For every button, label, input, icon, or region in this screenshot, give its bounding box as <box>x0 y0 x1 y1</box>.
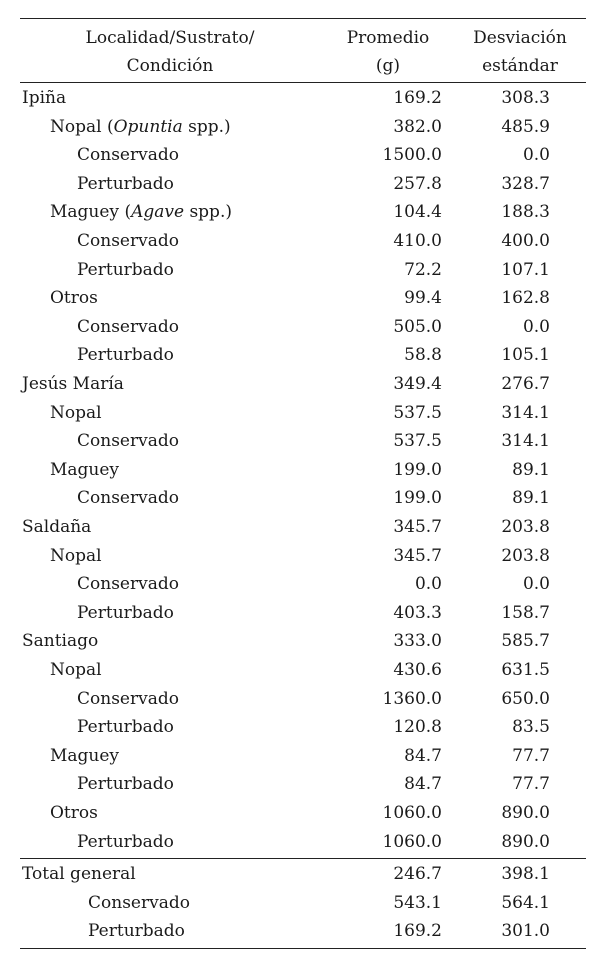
table-row <box>20 542 586 571</box>
table-row <box>20 828 586 857</box>
table-row <box>20 599 586 628</box>
row-label: Conservado <box>77 488 179 509</box>
table-row <box>20 656 586 685</box>
row-mean: 84.7 <box>404 745 442 766</box>
row-sd: 631.5 <box>501 660 550 680</box>
row-sd: 0.0 <box>522 316 550 337</box>
row-label: Maguey (Agave spp.) <box>50 202 232 223</box>
header-rule <box>20 82 586 83</box>
header-mean-line2: (g) <box>375 56 401 76</box>
row-sd: 890.0 <box>501 803 550 823</box>
row-sd: 158.7 <box>501 602 550 623</box>
row-sd: 276.7 <box>501 374 550 394</box>
table-row <box>20 685 586 714</box>
row-sd: 203.8 <box>501 517 550 537</box>
table-row <box>20 799 586 828</box>
row-sd: 585.7 <box>501 631 550 652</box>
row-label: Nopal <box>50 660 102 680</box>
row-sd: 105.1 <box>501 345 550 366</box>
row-label: Perturbado <box>77 831 174 852</box>
header-locality-line2: Condición <box>126 56 214 76</box>
table-row <box>20 370 586 399</box>
row-sd: 485.9 <box>501 116 550 137</box>
row-label: Conservado <box>77 574 179 595</box>
total-rule <box>20 858 586 859</box>
table-row <box>20 770 586 799</box>
row-mean: 1060.0 <box>382 803 442 823</box>
row-sd: 564.1 <box>501 892 550 913</box>
row-mean: 537.5 <box>393 431 442 452</box>
row-label: Nopal <box>50 402 102 423</box>
row-mean: 99.4 <box>404 288 442 309</box>
row-mean: 1060.0 <box>382 831 442 852</box>
row-label: Otros <box>50 803 98 823</box>
top-rule <box>20 18 586 19</box>
row-sd: 83.5 <box>512 717 550 738</box>
row-label: Santiago <box>22 631 99 652</box>
row-mean: 58.8 <box>404 345 442 366</box>
row-label: Saldaña <box>22 517 92 537</box>
row-sd: 0.0 <box>522 145 550 166</box>
row-sd: 203.8 <box>501 545 550 566</box>
row-label: Perturbado <box>77 602 174 623</box>
header-mean <box>338 24 438 80</box>
header-mean-line1: Promedio <box>346 28 430 48</box>
row-sd: 77.7 <box>512 774 550 795</box>
row-label: Maguey <box>50 459 120 480</box>
table-row <box>20 513 586 542</box>
row-sd: 77.7 <box>512 745 550 766</box>
row-sd: 890.0 <box>501 831 550 852</box>
row-mean: 72.2 <box>404 259 442 280</box>
row-label: Otros <box>50 288 98 309</box>
table-row <box>20 627 586 656</box>
row-label: Conservado <box>77 316 179 337</box>
row-mean: 84.7 <box>404 774 442 795</box>
header-sd-line1: Desviación <box>473 28 567 48</box>
row-mean: 199.0 <box>393 459 442 480</box>
table-row <box>20 284 586 313</box>
row-label: Perturbado <box>77 259 174 280</box>
row-label: Jesús María <box>22 374 124 394</box>
row-mean: 537.5 <box>393 402 442 423</box>
row-label: Conservado <box>77 145 179 166</box>
table-row <box>20 713 586 742</box>
row-label: Conservado <box>77 231 179 251</box>
row-mean: 1360.0 <box>382 688 442 709</box>
row-mean: 349.4 <box>393 374 442 394</box>
table-row <box>20 227 586 256</box>
row-mean: 104.4 <box>393 202 442 223</box>
row-sd: 308.3 <box>501 88 550 108</box>
row-sd: 89.1 <box>512 488 550 509</box>
row-sd: 188.3 <box>501 202 550 223</box>
row-mean: 345.7 <box>393 517 442 537</box>
table-row <box>20 113 586 142</box>
table-row <box>20 141 586 170</box>
row-label: Nopal <box>50 545 102 566</box>
row-label: Maguey <box>50 745 120 766</box>
row-label: Conservado <box>77 688 179 709</box>
table-row <box>20 456 586 485</box>
table-row <box>20 484 586 513</box>
row-mean: 246.7 <box>393 864 442 885</box>
row-sd: 0.0 <box>522 574 550 595</box>
table-row <box>20 427 586 456</box>
row-sd: 398.1 <box>501 864 550 885</box>
row-sd: 328.7 <box>501 173 550 194</box>
table-row <box>20 860 586 889</box>
row-mean: 345.7 <box>393 545 442 566</box>
row-sd: 162.8 <box>501 288 550 309</box>
row-mean: 0.0 <box>414 574 442 595</box>
bottom-rule <box>20 948 586 949</box>
row-sd: 89.1 <box>512 459 550 480</box>
header-locality-line1: Localidad/Sustrato/ <box>85 28 255 48</box>
row-mean: 169.2 <box>393 921 442 942</box>
row-mean: 257.8 <box>393 173 442 194</box>
table-row <box>20 917 586 946</box>
row-label: Ipiña <box>22 88 67 108</box>
row-label: Conservado <box>77 431 179 452</box>
table-row <box>20 170 586 199</box>
row-sd: 650.0 <box>501 688 550 709</box>
row-sd: 301.0 <box>501 921 550 942</box>
header-sd <box>460 24 580 80</box>
row-label: Perturbado <box>77 774 174 795</box>
row-mean: 410.0 <box>393 231 442 251</box>
row-mean: 505.0 <box>393 316 442 337</box>
row-label: Perturbado <box>88 921 185 942</box>
table-row <box>20 198 586 227</box>
table-row <box>20 742 586 771</box>
table-row <box>20 84 586 113</box>
row-mean: 543.1 <box>393 892 442 913</box>
row-mean: 430.6 <box>393 660 442 680</box>
header-locality <box>20 24 320 80</box>
row-mean: 199.0 <box>393 488 442 509</box>
row-label: Perturbado <box>77 173 174 194</box>
table-row <box>20 256 586 285</box>
row-label: Perturbado <box>77 345 174 366</box>
header-sd-line2: estándar <box>482 56 558 76</box>
row-mean: 333.0 <box>393 631 442 652</box>
table-row <box>20 399 586 428</box>
table-row <box>20 889 586 918</box>
row-sd: 400.0 <box>501 231 550 251</box>
row-mean: 382.0 <box>393 116 442 137</box>
row-label: Perturbado <box>77 717 174 738</box>
row-label: Conservado <box>88 892 190 913</box>
row-mean: 1500.0 <box>382 145 442 166</box>
row-sd: 314.1 <box>501 402 550 423</box>
table-row <box>20 570 586 599</box>
row-sd: 314.1 <box>501 431 550 452</box>
row-mean: 403.3 <box>393 602 442 623</box>
table-row <box>20 341 586 370</box>
row-sd: 107.1 <box>501 259 550 280</box>
row-mean: 169.2 <box>393 88 442 108</box>
table-row <box>20 313 586 342</box>
row-label: Total general <box>22 864 136 885</box>
row-label: Nopal (Opuntia spp.) <box>50 116 231 137</box>
row-mean: 120.8 <box>393 717 442 738</box>
